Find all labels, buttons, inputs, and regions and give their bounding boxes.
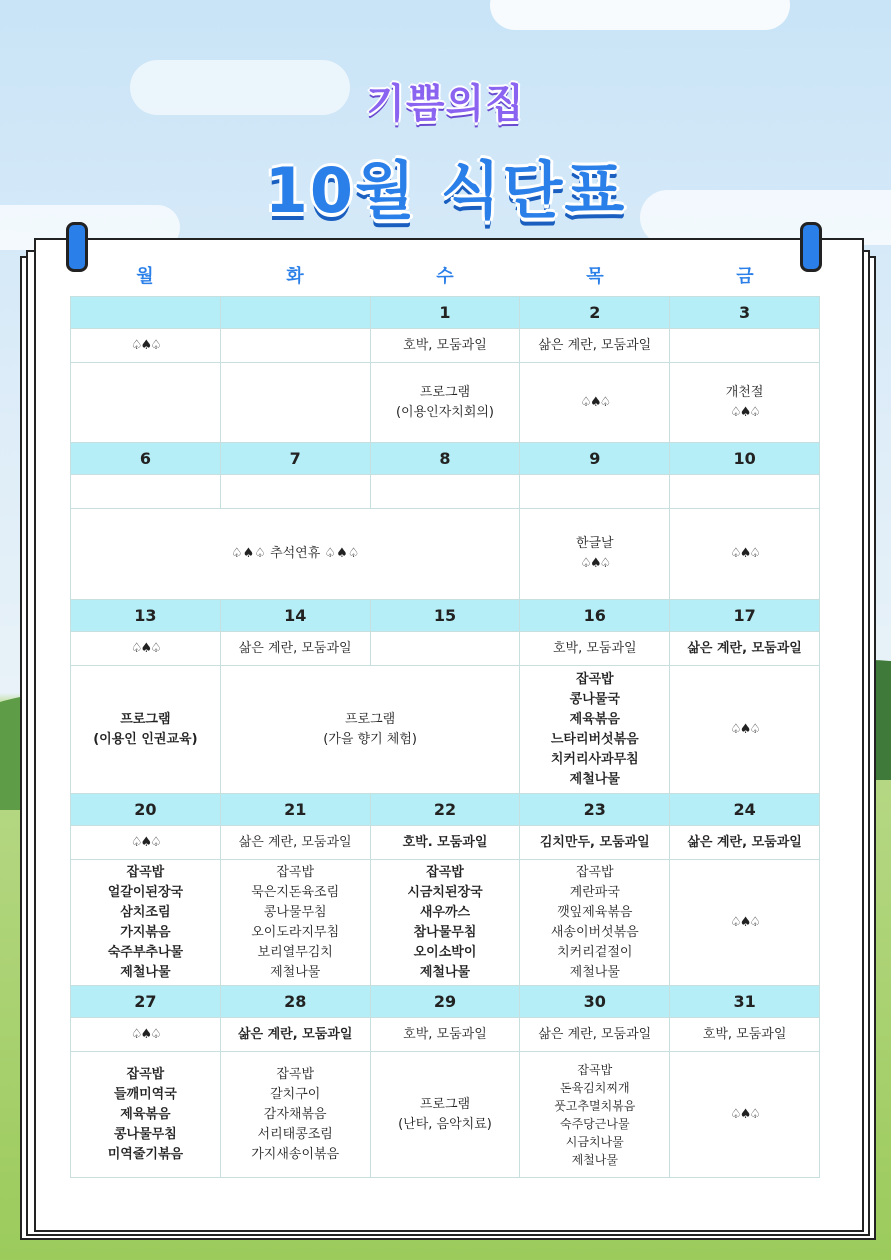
menu-item: 들깨미역국 bbox=[114, 1086, 177, 1102]
menu-item: 참나물무침 bbox=[413, 924, 477, 940]
menu-item: 제철나물 bbox=[120, 964, 171, 980]
date-cell: 7 bbox=[220, 443, 370, 475]
menu-item: 숙주당근나물 bbox=[560, 1116, 630, 1131]
snack-cell bbox=[220, 475, 370, 509]
snack-cell: 삶은 계란, 모둠과일 bbox=[220, 826, 370, 860]
meal-cell bbox=[71, 363, 221, 443]
date-cell: 8 bbox=[370, 443, 520, 475]
menu-item: 보리열무김치 bbox=[257, 944, 333, 960]
menu-item: 묵은지돈육조림 bbox=[251, 884, 340, 900]
meal-cell bbox=[220, 860, 370, 986]
date-cell: 23 bbox=[520, 794, 670, 826]
meal-cell bbox=[71, 666, 221, 794]
menu-item: 갈치구이 bbox=[270, 1086, 321, 1102]
page-title: 10월 식단표 bbox=[264, 154, 627, 227]
weekday-header bbox=[70, 262, 820, 288]
meal-cell bbox=[71, 860, 221, 986]
meal-cell: ♤♠♤ bbox=[520, 363, 670, 443]
meal-cell bbox=[520, 860, 670, 986]
menu-item: 시금치된장국 bbox=[407, 884, 483, 900]
snack-cell: 김치만두, 모둠과일 bbox=[520, 826, 670, 860]
snack-cell: 삶은 계란, 모둠과일 bbox=[520, 1018, 670, 1052]
date-cell: 9 bbox=[520, 443, 670, 475]
snack-cell: 호박, 모둠과일 bbox=[370, 329, 520, 363]
menu-item: 제철나물 bbox=[569, 964, 620, 980]
menu-item: 느타리버섯볶음 bbox=[550, 731, 639, 747]
snack-row bbox=[71, 1018, 820, 1052]
weekday-thu: 목 bbox=[586, 266, 604, 287]
snack-cell bbox=[670, 475, 820, 509]
date-cell: 13 bbox=[71, 600, 221, 632]
date-cell: 27 bbox=[71, 986, 221, 1018]
program-detail: (난타, 음악치료) bbox=[398, 1116, 492, 1132]
menu-item: 잡곡밥 bbox=[126, 1066, 165, 1082]
snack-cell bbox=[670, 329, 820, 363]
meal-cell bbox=[520, 509, 670, 600]
program-detail: (이용인자치회의) bbox=[395, 404, 495, 420]
date-cell: 30 bbox=[520, 986, 670, 1018]
snack-cell bbox=[370, 632, 520, 666]
menu-item: 제육볶음 bbox=[120, 1106, 171, 1122]
snack-cell: 호박, 모둠과일 bbox=[670, 1018, 820, 1052]
snack-row bbox=[71, 632, 820, 666]
meal-cell: ♤♠♤ bbox=[670, 1052, 820, 1178]
menu-item: 제철나물 bbox=[569, 771, 620, 787]
date-cell: 15 bbox=[370, 600, 520, 632]
menu-item: 잡곡밥 bbox=[426, 864, 464, 880]
menu-item: 잡곡밥 bbox=[577, 1062, 613, 1077]
menu-item: 제철나물 bbox=[571, 1152, 618, 1167]
menu-item: 콩나물국 bbox=[569, 691, 620, 707]
holiday-cell: ♤♠♤ 추석연휴 ♤♠♤ bbox=[71, 509, 520, 600]
snack-cell: 삶은 계란, 모둠과일 bbox=[670, 632, 820, 666]
menu-item: 가지새송이볶음 bbox=[251, 1146, 340, 1162]
meal-cell bbox=[520, 666, 670, 794]
date-row bbox=[71, 443, 820, 475]
program-label: 프로그램 bbox=[344, 711, 396, 727]
snack-cell: 호박, 모둠과일 bbox=[520, 632, 670, 666]
date-cell: 3 bbox=[670, 297, 820, 329]
snack-cell: ♤♠♤ bbox=[71, 826, 221, 860]
meal-row bbox=[71, 509, 820, 600]
meal-cell bbox=[370, 1052, 520, 1178]
menu-item: 새우까스 bbox=[419, 904, 471, 920]
weekday-wed: 수 bbox=[436, 266, 454, 287]
date-cell: 29 bbox=[370, 986, 520, 1018]
menu-item: 풋고추멸치볶음 bbox=[554, 1098, 636, 1113]
menu-item: 잡곡밥 bbox=[276, 864, 315, 880]
menu-item: 오이소박이 bbox=[413, 944, 477, 960]
menu-item: 계란파국 bbox=[569, 884, 620, 900]
snack-cell: ♤♠♤ bbox=[71, 632, 221, 666]
meal-cell: ♤♠♤ bbox=[670, 860, 820, 986]
meal-row bbox=[71, 1052, 820, 1178]
menu-item: 콩나물무침 bbox=[263, 904, 327, 920]
snack-cell: 삶은 계란, 모둠과일 bbox=[220, 632, 370, 666]
date-cell: 21 bbox=[220, 794, 370, 826]
menu-item: 돈육김치찌개 bbox=[560, 1080, 630, 1095]
date-row bbox=[71, 986, 820, 1018]
holiday-label: 개천절 bbox=[725, 384, 764, 400]
menu-item: 제철나물 bbox=[419, 964, 471, 980]
snack-cell bbox=[370, 475, 520, 509]
menu-item: 시금치나물 bbox=[565, 1134, 624, 1149]
menu-item: 잡곡밥 bbox=[575, 671, 614, 687]
date-cell: 10 bbox=[670, 443, 820, 475]
holiday-symbol: ♤♠♤ bbox=[730, 404, 760, 420]
menu-item: 감자채볶음 bbox=[263, 1106, 327, 1122]
menu-item: 새송이버섯볶음 bbox=[550, 924, 639, 940]
page-header bbox=[0, 72, 891, 230]
menu-item: 잡곡밥 bbox=[276, 1066, 315, 1082]
date-cell: 20 bbox=[71, 794, 221, 826]
menu-item: 잡곡밥 bbox=[575, 864, 614, 880]
menu-table bbox=[70, 296, 820, 1178]
date-cell: 1 bbox=[370, 297, 520, 329]
snack-cell: 삶은 계란, 모둠과일 bbox=[520, 329, 670, 363]
menu-item: 얼갈이된장국 bbox=[107, 884, 184, 900]
meal-cell bbox=[520, 1052, 670, 1178]
date-row bbox=[71, 794, 820, 826]
holiday-symbol: ♤♠♤ bbox=[580, 556, 610, 571]
menu-item: 깻잎제육볶음 bbox=[557, 904, 633, 920]
program-label: 프로그램 bbox=[419, 1096, 471, 1112]
program-label: 프로그램 bbox=[120, 711, 171, 727]
meal-cell bbox=[220, 363, 370, 443]
menu-item: 가지볶음 bbox=[120, 924, 171, 940]
date-cell: 31 bbox=[670, 986, 820, 1018]
snack-cell: 호박. 모둠과일 bbox=[370, 826, 520, 860]
date-row bbox=[71, 600, 820, 632]
menu-item: 콩나물무침 bbox=[114, 1126, 177, 1142]
date-cell: 16 bbox=[520, 600, 670, 632]
menu-item: 치커리겉절이 bbox=[557, 944, 633, 960]
weekday-tue: 화 bbox=[286, 266, 304, 287]
menu-item: 미역줄기볶음 bbox=[107, 1146, 184, 1162]
menu-item: 잡곡밥 bbox=[126, 864, 165, 880]
meal-cell: ♤♠♤ bbox=[670, 509, 820, 600]
meal-row bbox=[71, 666, 820, 794]
snack-cell: 삶은 계란, 모둠과일 bbox=[220, 1018, 370, 1052]
meal-cell bbox=[670, 363, 820, 443]
date-cell: 6 bbox=[71, 443, 221, 475]
date-cell: 24 bbox=[670, 794, 820, 826]
weekday-mon: 월 bbox=[136, 266, 154, 287]
meal-cell bbox=[370, 363, 520, 443]
snack-cell: 호박, 모둠과일 bbox=[370, 1018, 520, 1052]
menu-item: 숙주부추나물 bbox=[107, 944, 184, 960]
meal-cell bbox=[71, 1052, 221, 1178]
program-detail: (가을 향기 체험) bbox=[323, 731, 417, 747]
snack-cell bbox=[520, 475, 670, 509]
snack-cell: ♤♠♤ bbox=[71, 1018, 221, 1052]
menu-item: 삼치조림 bbox=[120, 904, 171, 920]
date-cell: 28 bbox=[220, 986, 370, 1018]
meal-row bbox=[71, 363, 820, 443]
snack-row bbox=[71, 475, 820, 509]
date-cell bbox=[71, 297, 221, 329]
holiday-label: 한글날 bbox=[575, 536, 614, 551]
menu-item: 제육볶음 bbox=[569, 711, 620, 727]
meal-row bbox=[71, 860, 820, 986]
date-cell: 14 bbox=[220, 600, 370, 632]
date-cell bbox=[220, 297, 370, 329]
snack-cell bbox=[71, 475, 221, 509]
snack-cell: ♤♠♤ bbox=[71, 329, 221, 363]
program-label: 프로그램 bbox=[419, 384, 471, 400]
program-detail: (이용인 인권교육) bbox=[93, 731, 198, 747]
menu-item: 오이도라지무침 bbox=[251, 924, 340, 940]
subtitle: 기쁨의집 bbox=[366, 81, 525, 127]
snack-row bbox=[71, 329, 820, 363]
date-row bbox=[71, 297, 820, 329]
weekday-fri: 금 bbox=[736, 266, 754, 287]
meal-cell bbox=[370, 860, 520, 986]
menu-item: 제철나물 bbox=[270, 964, 321, 980]
cloud bbox=[490, 0, 790, 30]
date-cell: 2 bbox=[520, 297, 670, 329]
date-cell: 17 bbox=[670, 600, 820, 632]
snack-row bbox=[71, 826, 820, 860]
snack-cell bbox=[220, 329, 370, 363]
menu-item: 서리태콩조림 bbox=[257, 1126, 333, 1142]
date-cell: 22 bbox=[370, 794, 520, 826]
meal-cell bbox=[220, 666, 520, 794]
meal-cell: ♤♠♤ bbox=[670, 666, 820, 794]
snack-cell: 삶은 계란, 모둠과일 bbox=[670, 826, 820, 860]
meal-cell bbox=[220, 1052, 370, 1178]
menu-item: 치커리사과무침 bbox=[550, 751, 639, 767]
